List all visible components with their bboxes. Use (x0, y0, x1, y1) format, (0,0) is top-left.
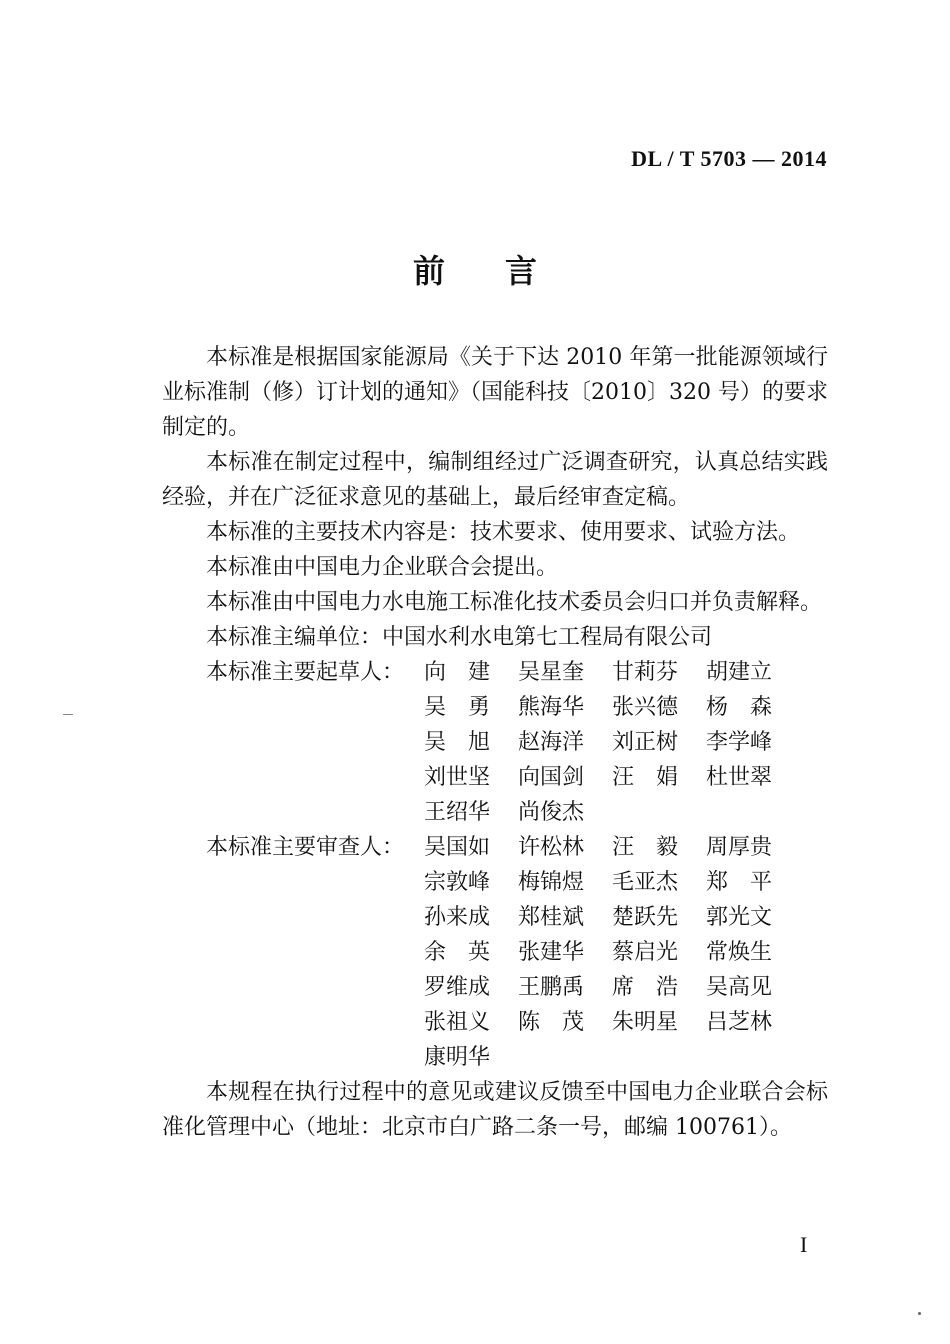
drafter-name: 吴 旭 (424, 730, 491, 755)
reviewer-name: 郭光文 (706, 905, 773, 930)
reviewers-row (162, 970, 828, 1005)
drafters-label: 本标准主要起草人： (206, 660, 405, 685)
preface-body (162, 340, 828, 1145)
reviewer-name: 吴高见 (706, 975, 773, 1000)
reviewer-name: 朱明星 (612, 1010, 679, 1035)
reviewer-name (518, 1040, 612, 1075)
drafter-name: 汪 娟 (612, 765, 679, 790)
reviewer-name: 蔡启光 (612, 940, 679, 965)
drafter-name: 胡建立 (706, 660, 773, 685)
reviewers-row (162, 830, 828, 865)
drafter-name: 杨 森 (706, 695, 773, 720)
reviewers-row (162, 865, 828, 900)
reviewer-name: 吕芝林 (706, 1010, 773, 1035)
drafter-name: 向国剑 (518, 765, 585, 790)
reviewer-name: 吴国如 (424, 835, 491, 860)
reviewer-name: 余 英 (424, 940, 491, 965)
reviewer-name: 宗敦峰 (424, 870, 491, 895)
reviewer-name: 郑 平 (706, 870, 773, 895)
drafter-name: 杜世翠 (706, 765, 773, 790)
reviewers-label: 本标准主要审查人： (206, 835, 405, 860)
drafters-row (162, 655, 828, 690)
reviewer-name (612, 1040, 706, 1075)
drafter-name: 向 建 (424, 660, 491, 685)
drafter-name (612, 795, 706, 830)
reviewer-name: 周厚贵 (706, 835, 773, 860)
drafter-name: 王绍华 (424, 800, 491, 825)
drafter-name: 熊海华 (518, 695, 585, 720)
paragraph-basis: 本标准是根据国家能源局《关于下达 2010 年第一批能源领域行业标准制（修）订计划的通知》（国能科技〔2010〕320 号）的要求制定的。 (162, 345, 828, 440)
standard-code: DL / T 5703 — 2014 (631, 146, 827, 171)
reviewer-name: 罗维成 (424, 975, 491, 1000)
paragraph-proposer: 本标准由中国电力企业联合会提出。 (206, 555, 559, 580)
drafters-row (162, 725, 828, 760)
reviewers-row (162, 1005, 828, 1040)
drafter-name: 甘莉芬 (612, 660, 679, 685)
drafter-name: 吴 勇 (424, 695, 491, 720)
reviewers-row (162, 935, 828, 970)
page-number: I (800, 1232, 808, 1257)
reviewer-name: 梅锦煜 (518, 870, 585, 895)
page-title: 前言 (412, 252, 597, 290)
paragraph-feedback: 本规程在执行过程中的意见或建议反馈至中国电力企业联合会标准化管理中心（地址：北京市白广路二条一号，邮编 100761）。 (162, 1080, 828, 1140)
reviewer-name: 王鹏禹 (518, 975, 585, 1000)
paragraph-content: 本标准的主要技术内容是：技术要求、使用要求、试验方法。 (206, 520, 801, 545)
drafter-name: 张兴德 (612, 695, 679, 720)
scan-dot (918, 1312, 921, 1315)
drafter-name (706, 795, 800, 830)
scan-mark (63, 714, 73, 715)
reviewer-name: 楚跃先 (612, 905, 679, 930)
reviewers-row (162, 900, 828, 935)
reviewer-name: 郑桂斌 (518, 905, 585, 930)
reviewer-name: 康明华 (424, 1045, 491, 1070)
reviewer-name: 孙来成 (424, 905, 491, 930)
reviewer-name: 陈 茂 (518, 1010, 585, 1035)
reviewers-row (162, 1040, 828, 1075)
drafters-list (162, 655, 828, 830)
reviewer-name: 汪 毅 (612, 835, 679, 860)
drafter-name: 吴星奎 (518, 660, 585, 685)
reviewer-name: 席 浩 (612, 975, 679, 1000)
drafters-row (162, 690, 828, 725)
drafters-row (162, 760, 828, 795)
drafter-name: 刘世坚 (424, 765, 491, 790)
reviewer-name: 常焕生 (706, 940, 773, 965)
reviewer-name (706, 1040, 800, 1075)
paragraph-process: 本标准在制定过程中，编制组经过广泛调查研究，认真总结实践经验，并在广泛征求意见的基础上，最后经审查定稿。 (162, 450, 828, 510)
paragraph-responsible: 本标准由中国电力水电施工标准化技术委员会归口并负责解释。 (206, 590, 823, 615)
drafters-row (162, 795, 828, 830)
reviewer-name: 毛亚杰 (612, 870, 679, 895)
reviewer-name: 许松林 (518, 835, 585, 860)
paragraph-chief-editor: 本标准主编单位：中国水利水电第七工程局有限公司 (206, 625, 713, 650)
reviewer-name: 张建华 (518, 940, 585, 965)
drafter-name: 赵海洋 (518, 730, 585, 755)
drafter-name: 尚俊杰 (518, 800, 585, 825)
reviewer-name: 张祖义 (424, 1010, 491, 1035)
drafter-name: 刘正树 (612, 730, 679, 755)
reviewers-list (162, 830, 828, 1075)
drafter-name: 李学峰 (706, 730, 773, 755)
